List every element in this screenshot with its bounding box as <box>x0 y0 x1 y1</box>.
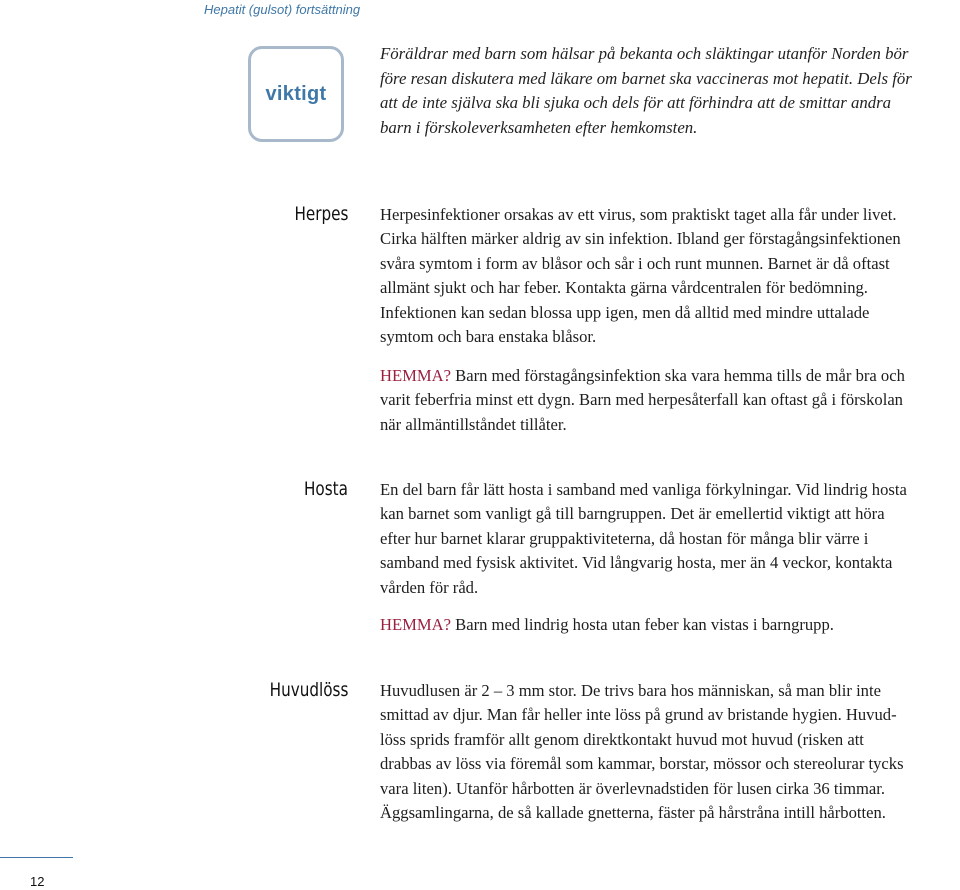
section-body-herpes: Herpesinfektioner orsakas av ett virus, som praktiskt taget alla får under livet. Cirka hälften märker aldrig av sin infektion. Ibland ger förstagångsinfektionen svåra symtom i form av blåsor och sår i och runt munnen. Barnet är då oftast allmänt sjukt och har feber. Kontakta gärna vårdcentralen för bedömning. Infektionen kan sedan blossa upp igen, men då alltid med mindre uttalade symtom och bara enstaka blåsor. <box>380 205 901 347</box>
section-body-huvudloss: Huvudlusen är 2 – 3 mm stor. De trivs bara hos människan, så man blir inte smittad av djur. Man får heller inte löss på grund av bristande hygien. Huvud- löss sprids framför allt genom direktkontakt huvud mot huvud (risken att drabbas av löss via föremål som kammar, borstar, mössor och stereolurar tycks vara liten). Utanför hårbotten är överlevnadstiden för lusen cirka 36 timmar. Äggsamlingarna, de så kallade gnetterna, fäster på hårstråna intill hårbotten. <box>380 681 904 823</box>
section-heading-huvudloss: Huvudlöss <box>269 679 348 701</box>
section-heading-hosta: Hosta <box>304 478 348 500</box>
hemma-note-hosta <box>380 613 960 637</box>
section-heading-herpes: Herpes <box>294 203 348 225</box>
footer-rule <box>0 857 73 858</box>
running-head: Hepatit (gulsot) fortsättning <box>204 2 361 17</box>
hemma-label: HEMMA? <box>380 615 451 634</box>
hemma-text: Barn med förstagångsinfektion ska vara hemma tills de mår bra och varit feberfria minst ett dygn. Barn med herpesåterfall kan oftast gå i förskolan när allmäntillståndet tillåter. <box>380 366 905 434</box>
section-body-hosta: En del barn får lätt hosta i samband med vanliga förkylningar. Vid lindrig hosta kan barnet som vanligt gå till barngruppen. Det är emellertid viktigt att höra efter hur barnet klarar gruppaktiviteterna, då hostan för många blir värre i samband med fysisk aktivitet. Vid långvarig hosta, mer än 4 veckor, kontakta vården för råd. <box>380 480 907 597</box>
important-badge <box>248 46 344 142</box>
hemma-note-herpes <box>380 364 960 437</box>
important-badge-label: viktigt <box>265 82 327 105</box>
hemma-text: Barn med lindrig hosta utan feber kan vistas i barngrupp. <box>450 615 834 634</box>
page-number: 12 <box>30 874 45 889</box>
hemma-label: HEMMA? <box>380 366 451 385</box>
intro-paragraph: Föräldrar med barn som hälsar på bekanta och släktingar utanför Norden bör före resan diskutera med läkare om barnet ska vaccineras mot hepatit. Dels för att de inte själva ska bli sjuka och dels för att förhindra att de smittar andra barn i förskoleverksamheten efter hemkomsten. <box>380 44 912 137</box>
